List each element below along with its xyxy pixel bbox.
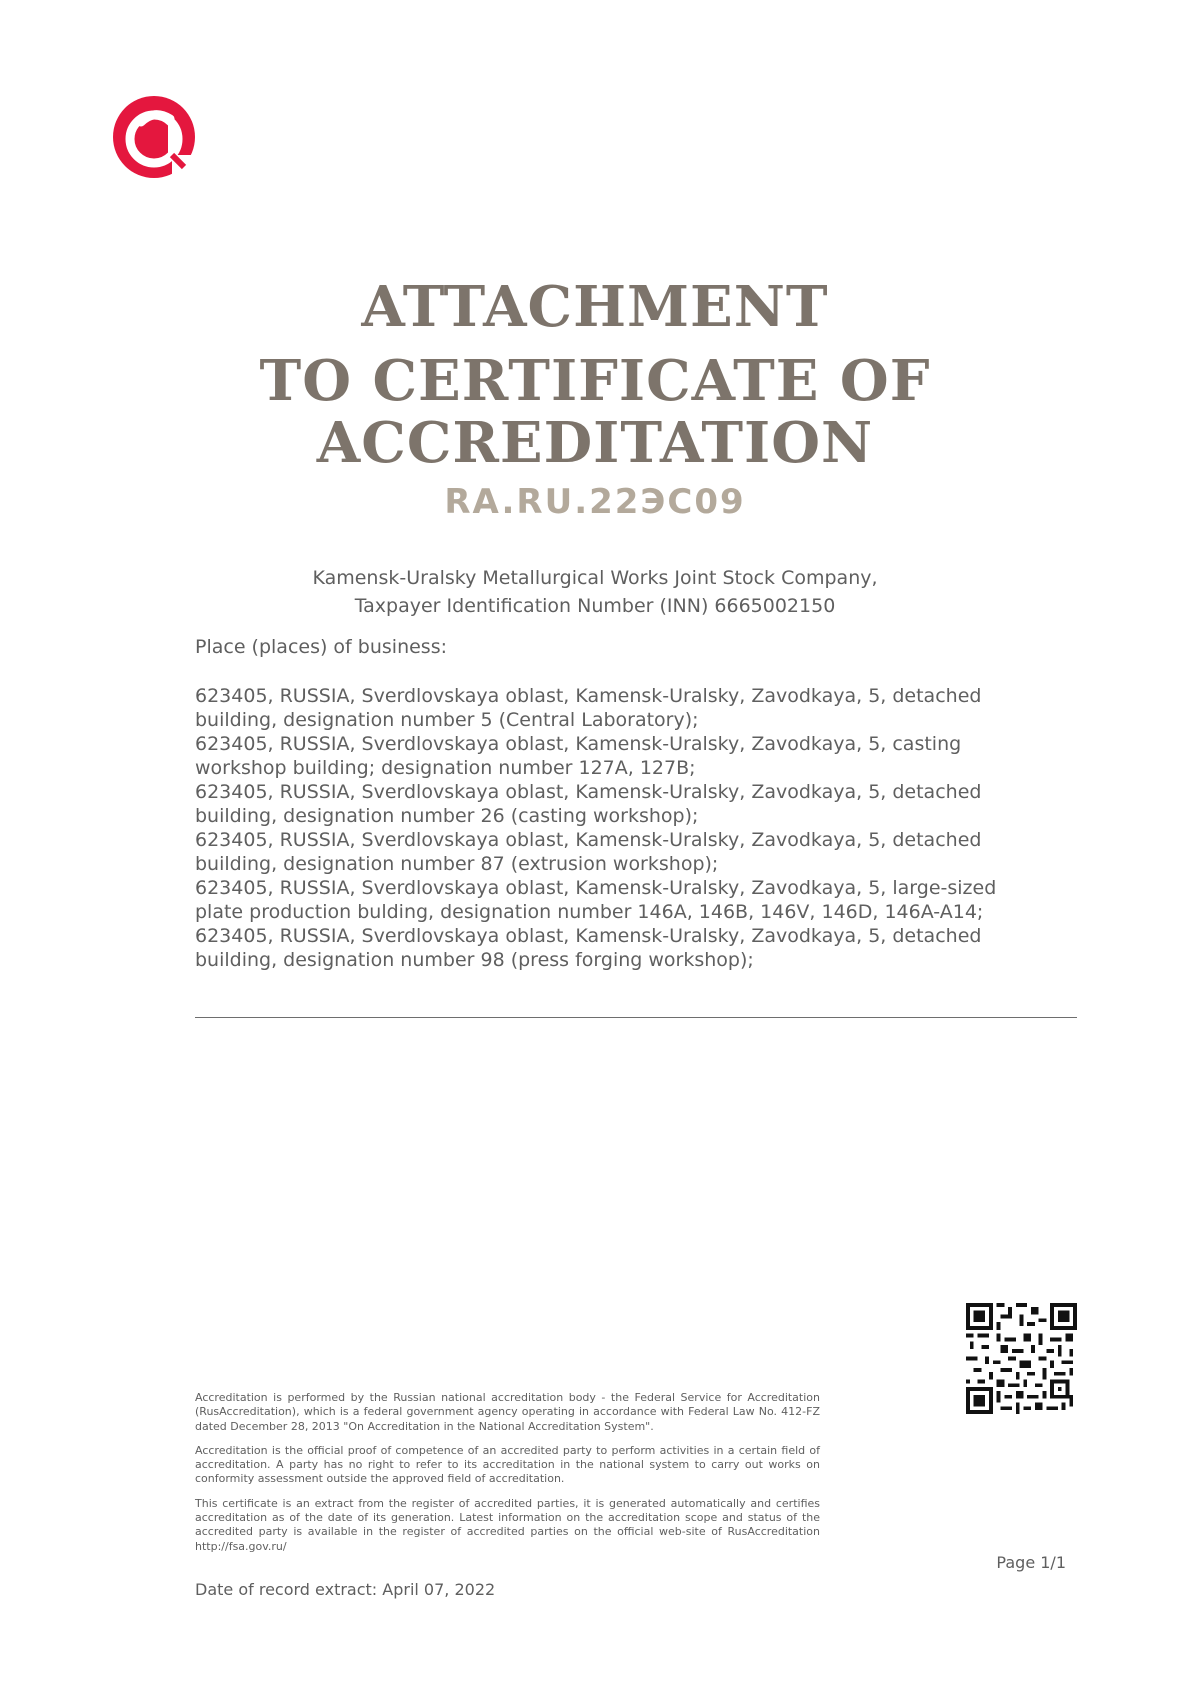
address-item: 623405, RUSSIA, Sverdlovskaya oblast, Kamensk-Uralsky, Zavodkaya, 5, casting workshop building; designation number 127A, 127B; [195,733,962,779]
certificate-number: RA.RU.22ЭС09 [444,482,746,522]
page-number: Page 1/1 [996,1553,1066,1572]
footer-notes [195,1391,820,1564]
footer-note-accreditation-body: Accreditation is performed by the Russian national accreditation body - the Federal Service for Accreditation (RusAccreditation), which is a federal government agency operating in accordance with Federal Law No. 412-FZ dated December 28, 2013 "On Accreditation in the National Accreditation System". [195,1391,820,1433]
address-list [195,684,1015,972]
extract-date: Date of record extract: April 07, 2022 [195,1580,496,1599]
divider [195,1017,1077,1018]
company-inn: Taxpayer Identification Number (INN) 6665002150 [354,595,836,617]
address-item: 623405, RUSSIA, Sverdlovskaya oblast, Kamensk-Uralsky, Zavodkaya, 5, large-sized plate production bulding, designation number 146A, 146B, 146V, 146D, 146A-A14; [195,877,997,923]
qr-code-icon[interactable] [966,1303,1077,1414]
company-block [0,564,1190,620]
address-item: 623405, RUSSIA, Sverdlovskaya oblast, Kamensk-Uralsky, Zavodkaya, 5, detached building, designation number 87 (extrusion workshop); [195,829,982,875]
footer-note-proof: Accreditation is the official proof of competence of an accredited party to perform activities in a certain field of accreditation. A party has no right to refer to its accreditation in the national system to carry out works on conformity assessment outside the approved field of accreditation. [195,1443,820,1486]
address-item: 623405, RUSSIA, Sverdlovskaya oblast, Kamensk-Uralsky, Zavodkaya, 5, detached building, designation number 5 (Central Laboratory); [195,685,982,731]
places-label: Place (places) of business: [195,636,448,658]
company-name: Kamensk-Uralsky Metallurgical Works Joint Stock Company, [312,567,878,589]
address-item: 623405, RUSSIA, Sverdlovskaya oblast, Kamensk-Uralsky, Zavodkaya, 5, detached building, designation number 26 (casting workshop); [195,781,982,827]
title-line-3: ACCREDITATION [316,410,874,476]
footer-note-extract: This certificate is an extract from the register of accredited parties, it is generated automatically and certifies accreditation as of the date of its generation. Latest information on the accreditation scope and status of the accredited party is available in the register of accredited parties on the official web-site of RusAccreditation http://fsa.gov.ru/ [195,1496,820,1553]
rusaccreditation-logo-icon [112,95,196,179]
title-line-1: ATTACHMENT [361,274,829,340]
title-line-2: TO CERTIFICATE OF [259,348,931,414]
address-item: 623405, RUSSIA, Sverdlovskaya oblast, Kamensk-Uralsky, Zavodkaya, 5, detached building, designation number 98 (press forging workshop); [195,925,982,971]
